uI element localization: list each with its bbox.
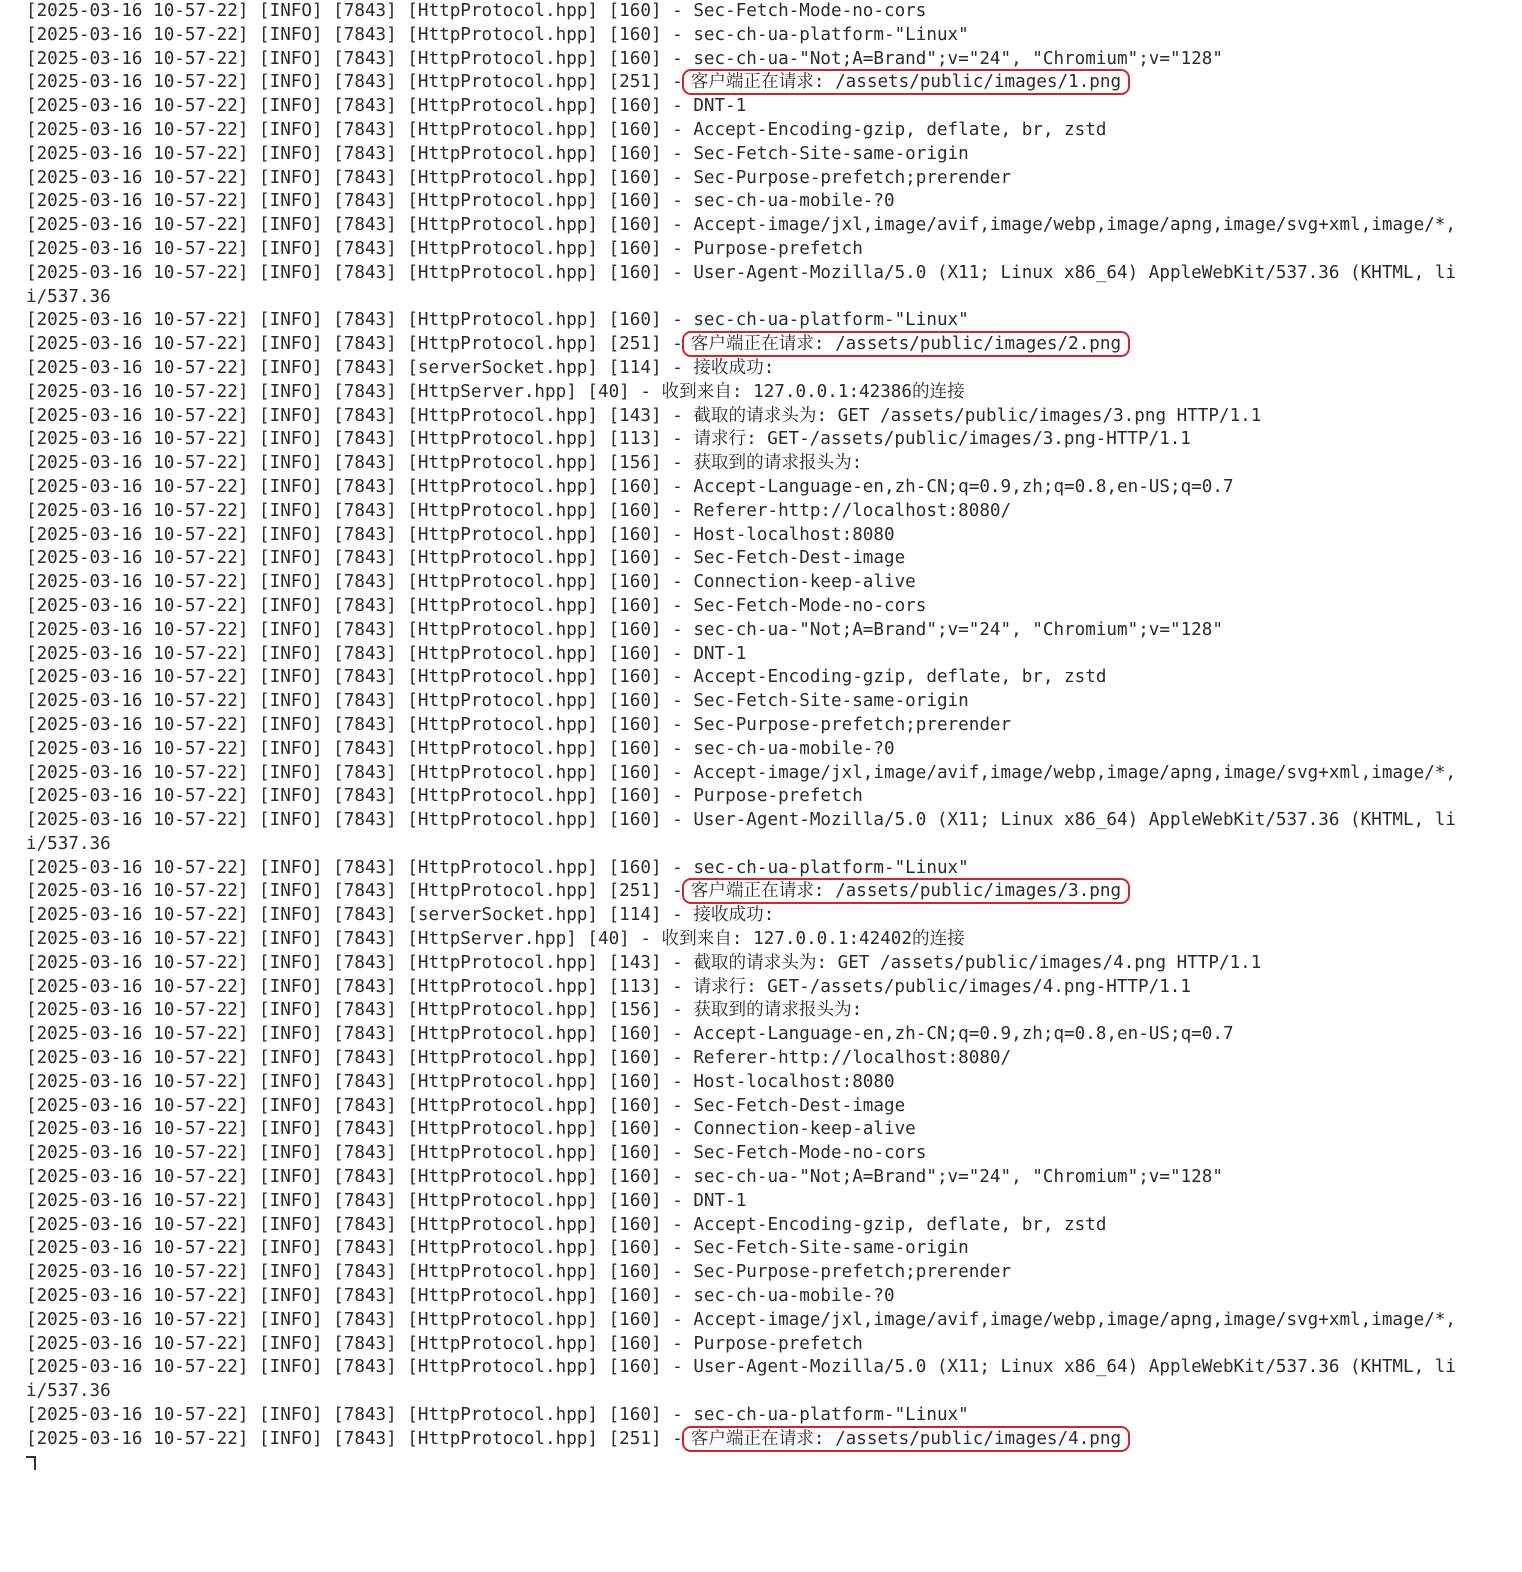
log-prefix: [2025-03-16 10-57-22] [INFO] [7843] [HttpProtocol.hpp] [160] -	[26, 691, 694, 712]
log-line	[26, 119, 1506, 143]
log-prefix: [2025-03-16 10-57-22] [INFO] [7843] [HttpProtocol.hpp] [251] -	[26, 1428, 683, 1449]
log-prefix: [2025-03-16 10-57-22] [INFO] [7843] [HttpProtocol.hpp] [160] -	[26, 1405, 694, 1426]
log-message: Accept-Encoding-gzip, deflate, br, zstd	[693, 119, 1107, 140]
log-prefix: [2025-03-16 10-57-22] [INFO] [7843] [HttpProtocol.hpp] [160] -	[26, 119, 694, 140]
log-prefix: [2025-03-16 10-57-22] [INFO] [7843] [HttpProtocol.hpp] [160] -	[26, 595, 694, 616]
log-line	[26, 714, 1506, 738]
log-prefix: [2025-03-16 10-57-22] [INFO] [7843] [HttpProtocol.hpp] [160] -	[26, 1071, 694, 1092]
log-line	[26, 547, 1506, 571]
log-message: sec-ch-ua-platform-"Linux"	[693, 1405, 969, 1426]
log-prefix: [2025-03-16 10-57-22] [INFO] [7843] [HttpProtocol.hpp] [160] -	[26, 1095, 694, 1116]
log-message: 收到来自: 127.0.0.1:42386的连接	[661, 381, 965, 402]
log-line	[26, 405, 1506, 429]
log-line-highlighted	[26, 880, 1506, 904]
log-prefix: [2025-03-16 10-57-22] [INFO] [7843] [HttpProtocol.hpp] [160] -	[26, 1286, 694, 1307]
log-message: Accept-image/jxl,image/avif,image/webp,image/apng,image/svg+xml,image/*,	[693, 762, 1456, 783]
log-message: Purpose-prefetch	[693, 1333, 863, 1354]
log-message: Sec-Purpose-prefetch;prerender	[693, 714, 1012, 735]
log-prefix: [2025-03-16 10-57-22] [INFO] [7843] [HttpProtocol.hpp] [160] -	[26, 310, 694, 331]
log-message: 获取到的请求报头为:	[693, 1000, 863, 1021]
log-message: Host-localhost:8080	[693, 1071, 895, 1092]
log-prefix: [2025-03-16 10-57-22] [INFO] [7843] [HttpProtocol.hpp] [160] -	[26, 96, 694, 117]
terminal-output[interactable]	[26, 0, 1506, 1475]
log-prefix: [2025-03-16 10-57-22] [INFO] [7843] [HttpProtocol.hpp] [160] -	[26, 1048, 694, 1069]
log-line	[26, 833, 1506, 857]
log-line	[26, 571, 1506, 595]
log-message: 接收成功:	[693, 357, 775, 378]
log-message: Sec-Purpose-prefetch;prerender	[693, 167, 1012, 188]
log-line	[26, 500, 1506, 524]
log-prefix: [2025-03-16 10-57-22] [INFO] [7843] [HttpProtocol.hpp] [160] -	[26, 762, 694, 783]
log-prefix: [2025-03-16 10-57-22] [INFO] [7843] [HttpProtocol.hpp] [160] -	[26, 1, 694, 21]
log-message: Sec-Fetch-Mode-no-cors	[693, 1143, 927, 1164]
log-message: Sec-Fetch-Site-same-origin	[693, 691, 969, 712]
log-line	[26, 809, 1506, 833]
log-line	[26, 428, 1506, 452]
log-prefix: [2025-03-16 10-57-22] [INFO] [7843] [serverSocket.hpp] [114] -	[26, 357, 694, 378]
log-line	[26, 1237, 1506, 1261]
log-prefix: [2025-03-16 10-57-22] [INFO] [7843] [serverSocket.hpp] [114] -	[26, 905, 694, 926]
log-line	[26, 1118, 1506, 1142]
log-line	[26, 1261, 1506, 1285]
log-message: sec-ch-ua-"Not;A=Brand";v="24", "Chromium";v="128"	[693, 48, 1223, 69]
log-message: 请求行: GET-/assets/public/images/4.png-HTTP/1.1	[693, 976, 1191, 997]
log-message: i/537.36	[26, 286, 111, 307]
log-line	[26, 1356, 1506, 1380]
log-prefix: [2025-03-16 10-57-22] [INFO] [7843] [HttpProtocol.hpp] [160] -	[26, 1143, 694, 1164]
log-message: sec-ch-ua-"Not;A=Brand";v="24", "Chromium";v="128"	[693, 619, 1223, 640]
log-message: Purpose-prefetch	[693, 786, 863, 807]
log-prefix: [2025-03-16 10-57-22] [INFO] [7843] [HttpProtocol.hpp] [160] -	[26, 191, 694, 212]
log-line	[26, 904, 1506, 928]
log-line	[26, 952, 1506, 976]
log-prefix: [2025-03-16 10-57-22] [INFO] [7843] [HttpProtocol.hpp] [113] -	[26, 976, 694, 997]
log-message: 接收成功:	[693, 905, 775, 926]
log-message: Sec-Fetch-Mode-no-cors	[693, 595, 927, 616]
log-line	[26, 452, 1506, 476]
log-line	[26, 357, 1506, 381]
log-message: Accept-Language-en,zh-CN;q=0.9,zh;q=0.8,en-US;q=0.7	[693, 1024, 1234, 1045]
log-prefix: [2025-03-16 10-57-22] [INFO] [7843] [HttpProtocol.hpp] [251] -	[26, 72, 683, 93]
log-message: i/537.36	[26, 1381, 111, 1402]
highlighted-request-message: 客户端正在请求: /assets/public/images/3.png	[685, 881, 1127, 901]
log-prefix: [2025-03-16 10-57-22] [INFO] [7843] [HttpProtocol.hpp] [143] -	[26, 405, 694, 426]
log-line	[26, 286, 1506, 310]
log-prefix: [2025-03-16 10-57-22] [INFO] [7843] [HttpProtocol.hpp] [160] -	[26, 262, 694, 283]
log-prefix: [2025-03-16 10-57-22] [INFO] [7843] [HttpServer.hpp] [40] -	[26, 929, 662, 950]
log-message: User-Agent-Mozilla/5.0 (X11; Linux x86_64) AppleWebKit/537.36 (KHTML, li	[693, 1357, 1456, 1378]
log-prefix: [2025-03-16 10-57-22] [INFO] [7843] [HttpProtocol.hpp] [160] -	[26, 24, 694, 45]
log-prefix: [2025-03-16 10-57-22] [INFO] [7843] [HttpProtocol.hpp] [160] -	[26, 786, 694, 807]
log-prefix: [2025-03-16 10-57-22] [INFO] [7843] [HttpProtocol.hpp] [160] -	[26, 643, 694, 664]
log-line-highlighted	[26, 1428, 1506, 1452]
log-prefix: [2025-03-16 10-57-22] [INFO] [7843] [HttpProtocol.hpp] [160] -	[26, 476, 694, 497]
log-line	[26, 1404, 1506, 1428]
log-line	[26, 643, 1506, 667]
log-message: Sec-Fetch-Mode-no-cors	[693, 1, 927, 21]
log-prefix: [2025-03-16 10-57-22] [INFO] [7843] [HttpProtocol.hpp] [160] -	[26, 1119, 694, 1140]
log-message: sec-ch-ua-"Not;A=Brand";v="24", "Chromium";v="128"	[693, 1167, 1223, 1188]
log-line	[26, 1095, 1506, 1119]
log-message: Sec-Fetch-Dest-image	[693, 1095, 906, 1116]
log-line	[26, 143, 1506, 167]
log-prefix: [2025-03-16 10-57-22] [INFO] [7843] [HttpProtocol.hpp] [160] -	[26, 215, 694, 236]
log-message: sec-ch-ua-platform-"Linux"	[693, 24, 969, 45]
log-prefix: [2025-03-16 10-57-22] [INFO] [7843] [HttpProtocol.hpp] [160] -	[26, 1309, 694, 1330]
log-prefix: [2025-03-16 10-57-22] [INFO] [7843] [HttpProtocol.hpp] [251] -	[26, 881, 683, 902]
log-message: DNT-1	[693, 96, 747, 117]
log-message: Accept-Language-en,zh-CN;q=0.9,zh;q=0.8,en-US;q=0.7	[693, 476, 1234, 497]
log-prefix: [2025-03-16 10-57-22] [INFO] [7843] [HttpProtocol.hpp] [113] -	[26, 429, 694, 450]
log-line	[26, 0, 1506, 24]
log-message: Host-localhost:8080	[693, 524, 895, 545]
log-prefix: [2025-03-16 10-57-22] [INFO] [7843] [HttpProtocol.hpp] [156] -	[26, 453, 694, 474]
log-message: Purpose-prefetch	[693, 238, 863, 259]
log-prefix: [2025-03-16 10-57-22] [INFO] [7843] [HttpProtocol.hpp] [160] -	[26, 1024, 694, 1045]
log-prefix: [2025-03-16 10-57-22] [INFO] [7843] [HttpProtocol.hpp] [160] -	[26, 238, 694, 259]
log-message: Connection-keep-alive	[693, 572, 916, 593]
log-prefix: [2025-03-16 10-57-22] [INFO] [7843] [HttpProtocol.hpp] [160] -	[26, 738, 694, 759]
log-message: sec-ch-ua-mobile-?0	[693, 191, 895, 212]
log-prefix: [2025-03-16 10-57-22] [INFO] [7843] [HttpProtocol.hpp] [160] -	[26, 857, 694, 878]
log-prefix: [2025-03-16 10-57-22] [INFO] [7843] [HttpProtocol.hpp] [160] -	[26, 1357, 694, 1378]
log-message: Accept-image/jxl,image/avif,image/webp,image/apng,image/svg+xml,image/*,	[693, 1309, 1456, 1330]
log-message: User-Agent-Mozilla/5.0 (X11; Linux x86_64) AppleWebKit/537.36 (KHTML, li	[693, 262, 1456, 283]
prompt-line[interactable]	[26, 1452, 1506, 1476]
log-message: Connection-keep-alive	[693, 1119, 916, 1140]
log-prefix: [2025-03-16 10-57-22] [INFO] [7843] [HttpProtocol.hpp] [160] -	[26, 572, 694, 593]
log-message: Sec-Fetch-Site-same-origin	[693, 1238, 969, 1259]
log-message: 截取的请求头为: GET /assets/public/images/4.png HTTP/1.1	[693, 952, 1262, 973]
log-line	[26, 95, 1506, 119]
log-line	[26, 1166, 1506, 1190]
log-prefix: [2025-03-16 10-57-22] [INFO] [7843] [HttpServer.hpp] [40] -	[26, 381, 662, 402]
log-prefix: [2025-03-16 10-57-22] [INFO] [7843] [HttpProtocol.hpp] [156] -	[26, 1000, 694, 1021]
log-message: sec-ch-ua-platform-"Linux"	[693, 310, 969, 331]
log-message: Accept-Encoding-gzip, deflate, br, zstd	[693, 667, 1107, 688]
log-prefix: [2025-03-16 10-57-22] [INFO] [7843] [HttpProtocol.hpp] [160] -	[26, 1190, 694, 1211]
log-line	[26, 857, 1506, 881]
log-line	[26, 690, 1506, 714]
log-message: 收到来自: 127.0.0.1:42402的连接	[661, 929, 965, 950]
log-prefix: [2025-03-16 10-57-22] [INFO] [7843] [HttpProtocol.hpp] [160] -	[26, 1262, 694, 1283]
log-prefix: [2025-03-16 10-57-22] [INFO] [7843] [HttpProtocol.hpp] [160] -	[26, 1214, 694, 1235]
log-line	[26, 1047, 1506, 1071]
log-message: 获取到的请求报头为:	[693, 453, 863, 474]
log-line-highlighted	[26, 333, 1506, 357]
log-message: Sec-Fetch-Dest-image	[693, 548, 906, 569]
log-line	[26, 476, 1506, 500]
log-prefix: [2025-03-16 10-57-22] [INFO] [7843] [HttpProtocol.hpp] [251] -	[26, 334, 683, 355]
log-prefix: [2025-03-16 10-57-22] [INFO] [7843] [HttpProtocol.hpp] [160] -	[26, 810, 694, 831]
log-message: sec-ch-ua-mobile-?0	[693, 738, 895, 759]
log-prefix: [2025-03-16 10-57-22] [INFO] [7843] [HttpProtocol.hpp] [160] -	[26, 1238, 694, 1259]
log-prefix: [2025-03-16 10-57-22] [INFO] [7843] [HttpProtocol.hpp] [160] -	[26, 1333, 694, 1354]
cursor-icon	[26, 1456, 36, 1470]
log-line-highlighted	[26, 71, 1506, 95]
log-message: i/537.36	[26, 833, 111, 854]
log-line	[26, 976, 1506, 1000]
log-prefix: [2025-03-16 10-57-22] [INFO] [7843] [HttpProtocol.hpp] [160] -	[26, 524, 694, 545]
log-message: DNT-1	[693, 643, 747, 664]
log-prefix: [2025-03-16 10-57-22] [INFO] [7843] [HttpProtocol.hpp] [143] -	[26, 952, 694, 973]
log-prefix: [2025-03-16 10-57-22] [INFO] [7843] [HttpProtocol.hpp] [160] -	[26, 143, 694, 164]
log-line	[26, 214, 1506, 238]
log-line	[26, 785, 1506, 809]
log-line	[26, 1380, 1506, 1404]
log-line	[26, 619, 1506, 643]
log-message: Accept-Encoding-gzip, deflate, br, zstd	[693, 1214, 1107, 1235]
log-line	[26, 262, 1506, 286]
log-prefix: [2025-03-16 10-57-22] [INFO] [7843] [HttpProtocol.hpp] [160] -	[26, 167, 694, 188]
log-message: 截取的请求头为: GET /assets/public/images/3.png HTTP/1.1	[693, 405, 1262, 426]
log-message: User-Agent-Mozilla/5.0 (X11; Linux x86_64) AppleWebKit/537.36 (KHTML, li	[693, 810, 1456, 831]
log-line	[26, 762, 1506, 786]
log-message: DNT-1	[693, 1190, 747, 1211]
log-line	[26, 1023, 1506, 1047]
log-line	[26, 309, 1506, 333]
log-line	[26, 48, 1506, 72]
log-line	[26, 1190, 1506, 1214]
log-message: Sec-Purpose-prefetch;prerender	[693, 1262, 1012, 1283]
log-line	[26, 928, 1506, 952]
log-message: Sec-Fetch-Site-same-origin	[693, 143, 969, 164]
highlighted-request-message: 客户端正在请求: /assets/public/images/4.png	[685, 1429, 1127, 1449]
log-line	[26, 1333, 1506, 1357]
log-message: sec-ch-ua-platform-"Linux"	[693, 857, 969, 878]
log-line	[26, 190, 1506, 214]
log-prefix: [2025-03-16 10-57-22] [INFO] [7843] [HttpProtocol.hpp] [160] -	[26, 500, 694, 521]
log-line	[26, 1214, 1506, 1238]
log-line	[26, 595, 1506, 619]
highlighted-request-message: 客户端正在请求: /assets/public/images/2.png	[685, 334, 1127, 354]
log-prefix: [2025-03-16 10-57-22] [INFO] [7843] [HttpProtocol.hpp] [160] -	[26, 548, 694, 569]
log-prefix: [2025-03-16 10-57-22] [INFO] [7843] [HttpProtocol.hpp] [160] -	[26, 1167, 694, 1188]
log-message: Accept-image/jxl,image/avif,image/webp,image/apng,image/svg+xml,image/*,	[693, 215, 1456, 236]
log-message: Referer-http://localhost:8080/	[693, 1048, 1012, 1069]
log-prefix: [2025-03-16 10-57-22] [INFO] [7843] [HttpProtocol.hpp] [160] -	[26, 714, 694, 735]
highlighted-request-message: 客户端正在请求: /assets/public/images/1.png	[685, 72, 1127, 92]
log-line	[26, 167, 1506, 191]
log-message: Referer-http://localhost:8080/	[693, 500, 1012, 521]
log-line	[26, 1071, 1506, 1095]
log-line	[26, 381, 1506, 405]
log-line	[26, 1142, 1506, 1166]
log-line	[26, 238, 1506, 262]
log-line	[26, 666, 1506, 690]
log-line	[26, 524, 1506, 548]
log-prefix: [2025-03-16 10-57-22] [INFO] [7843] [HttpProtocol.hpp] [160] -	[26, 667, 694, 688]
log-line	[26, 1309, 1506, 1333]
log-prefix: [2025-03-16 10-57-22] [INFO] [7843] [HttpProtocol.hpp] [160] -	[26, 48, 694, 69]
log-line	[26, 999, 1506, 1023]
log-message: 请求行: GET-/assets/public/images/3.png-HTTP/1.1	[693, 429, 1191, 450]
log-message: sec-ch-ua-mobile-?0	[693, 1286, 895, 1307]
log-line	[26, 1285, 1506, 1309]
log-prefix: [2025-03-16 10-57-22] [INFO] [7843] [HttpProtocol.hpp] [160] -	[26, 619, 694, 640]
log-line	[26, 738, 1506, 762]
log-line	[26, 24, 1506, 48]
